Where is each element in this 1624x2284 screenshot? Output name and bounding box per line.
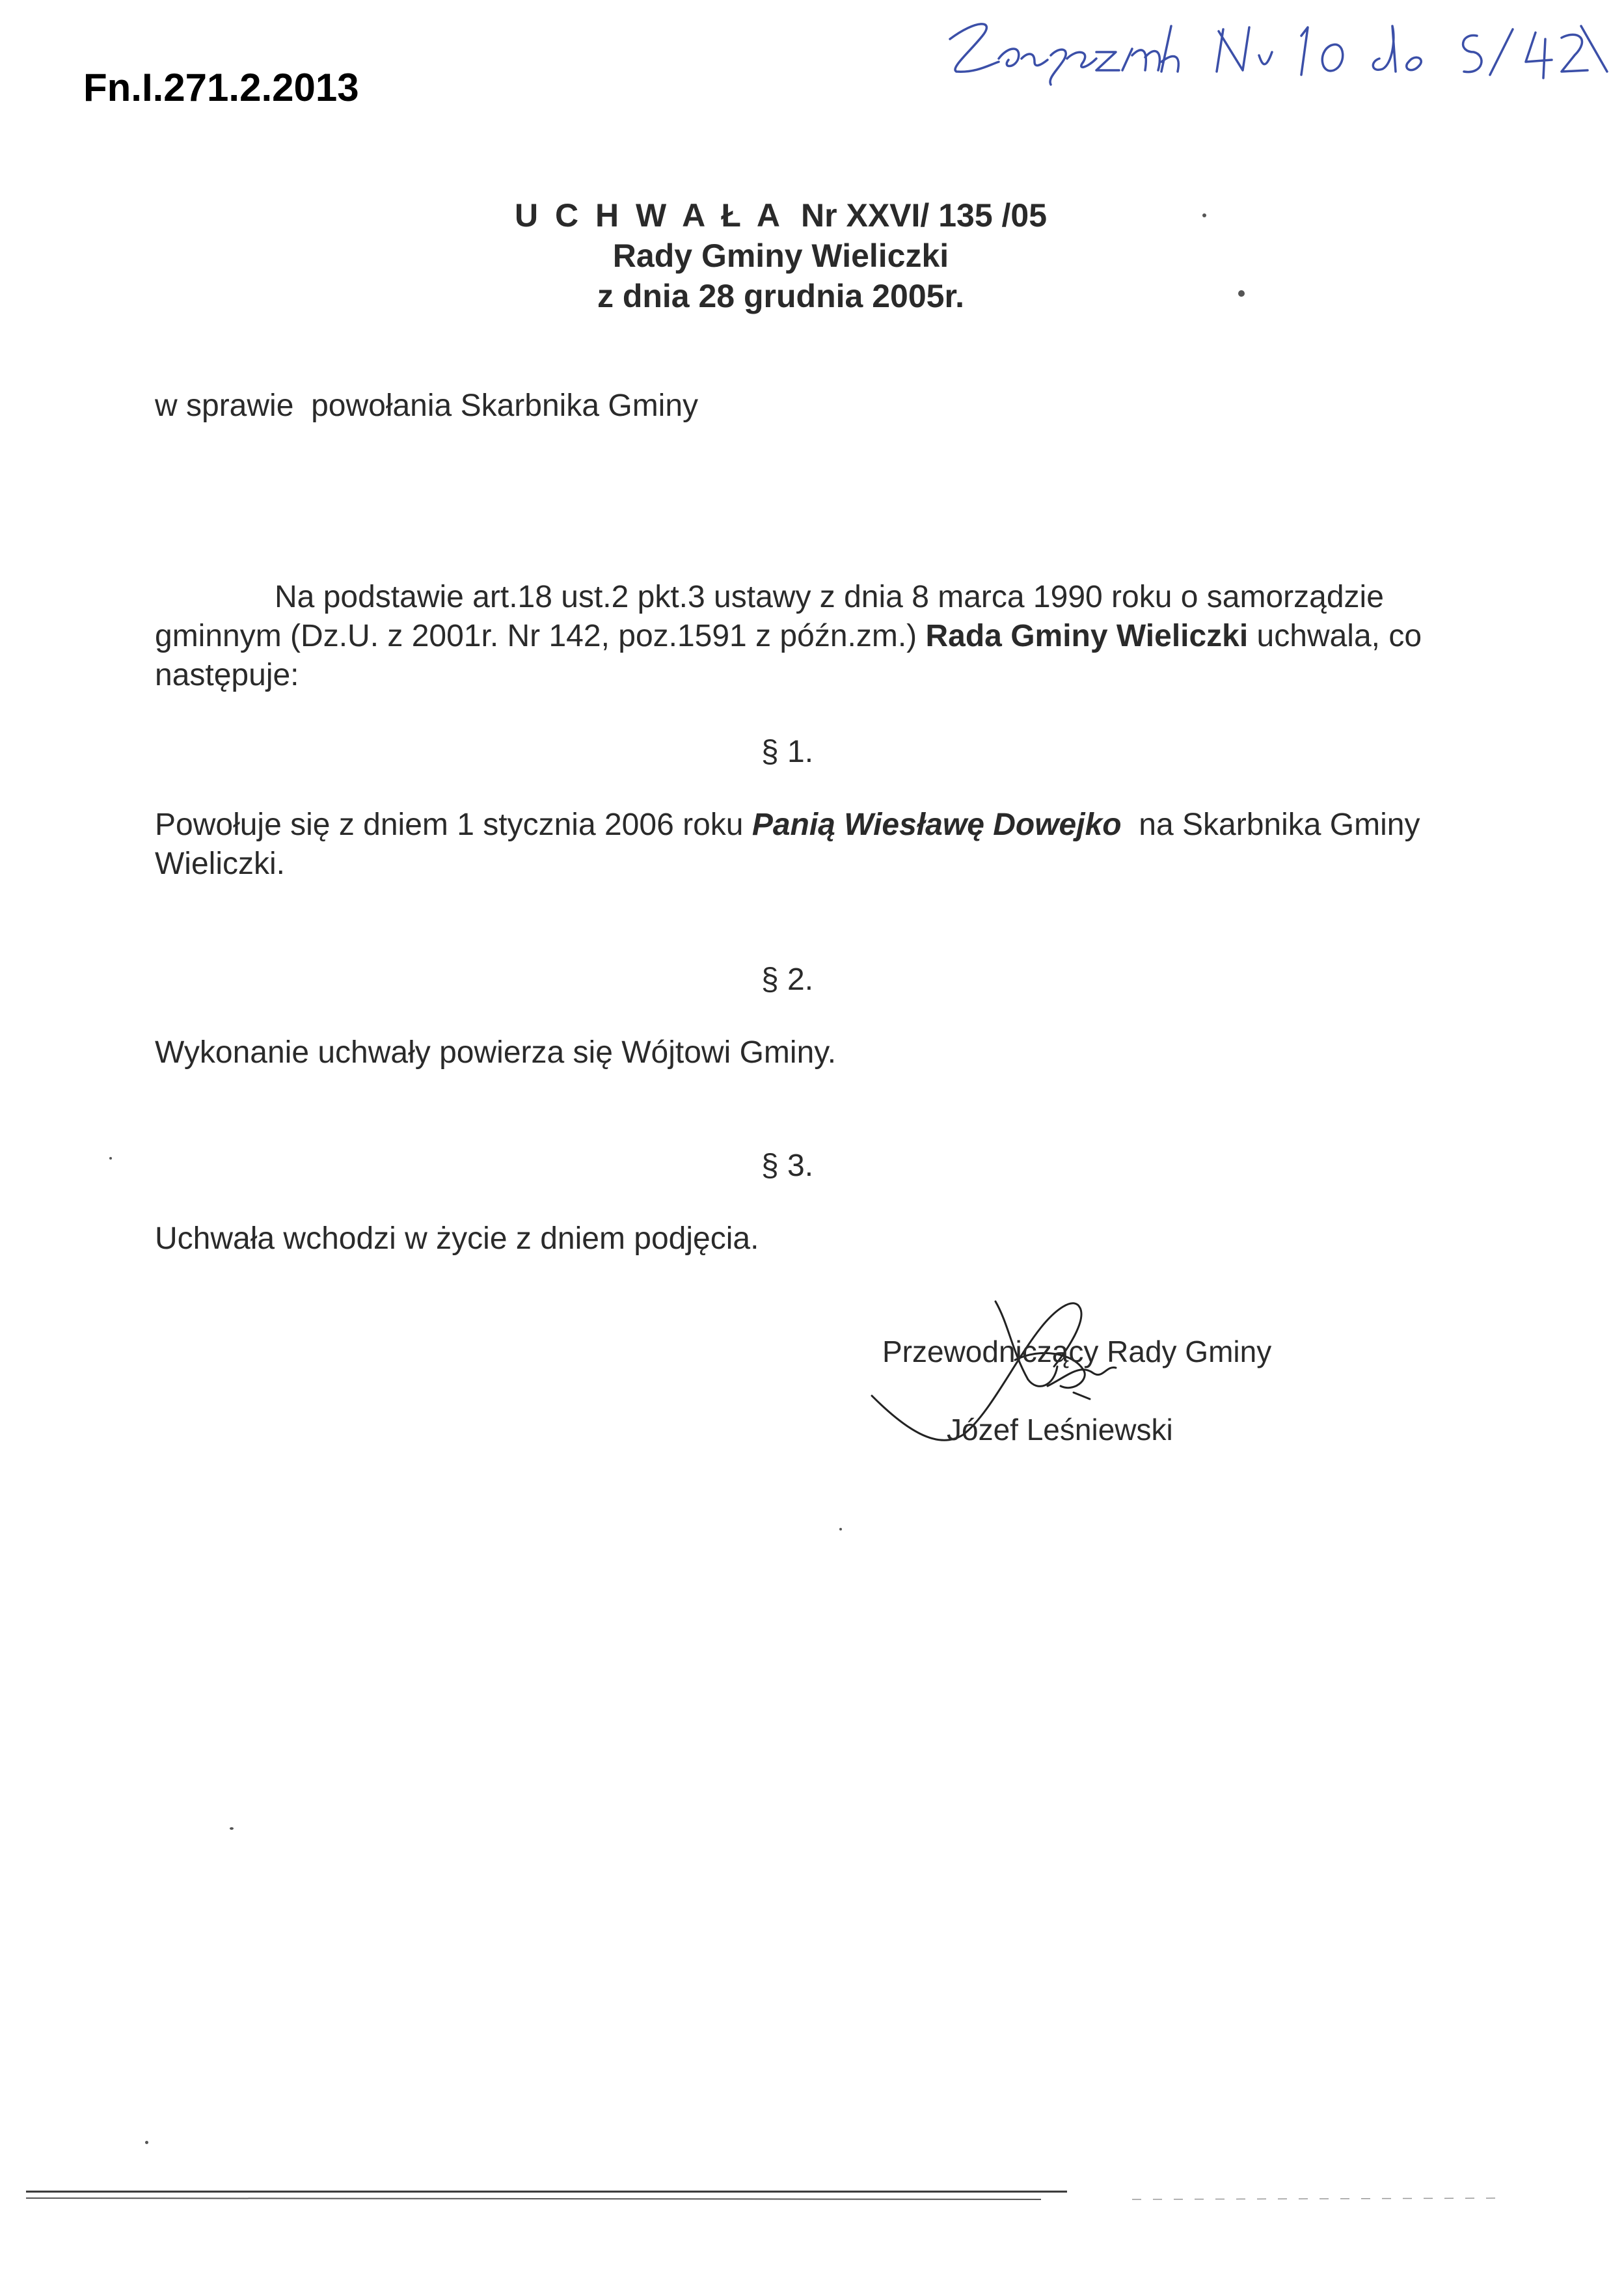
title-word: U C H W A Ł A [514, 197, 785, 234]
paragraph-2-text: Wykonanie uchwały powierza się Wójtowi Gminy. [155, 1035, 837, 1070]
resolution-title [455, 195, 1106, 316]
paragraph-1-start: Powołuje się z dniem 1 stycznia 2006 roku [155, 808, 752, 842]
title-date: z dnia 28 grudnia 2005r. [597, 278, 965, 314]
title-line-2: Rady Gminy Wieliczki [612, 238, 949, 274]
reference-number: Fn.I.271.2.2013 [83, 66, 359, 109]
resolution-subject: w sprawie powołania Skarbnika Gminy [155, 388, 699, 423]
preamble [155, 578, 1469, 695]
signatory-role: Przewodniczący Rady Gminy [882, 1335, 1272, 1368]
preamble-text-end: uchwala, co następuje: [155, 619, 1422, 692]
paragraph-1-end: na Skarbnika Gminy Wieliczki. [155, 808, 1429, 881]
resolution-number: Nr XXVI/ 135 /05 [801, 197, 1048, 234]
paragraph-3-text: Uchwała wchodzi w życie z dniem podjęcia. [155, 1221, 759, 1256]
handwritten-annotation [937, 0, 1614, 98]
preamble-council-name: Rada Gminy Wieliczki [925, 619, 1249, 653]
title-line-1 [455, 195, 1106, 236]
signatory-name: Józef Leśniewski [947, 1413, 1173, 1447]
section-mark-2: § 2. [761, 962, 814, 997]
paragraph-1-text [155, 806, 1469, 884]
section-mark-3: § 3. [761, 1149, 814, 1183]
treasurer-name: Panią Wiesławę Dowejko [751, 808, 1122, 842]
bottom-rule [26, 2186, 1503, 2212]
preamble-text-start: Na podstawie art.18 ust.2 pkt.3 ustawy z dnia 8 marca 1990 roku o samorządzie gminnym (Dz.U. z 2001r. Nr 142, poz.1591 z późn.zm.) [155, 580, 1384, 653]
section-mark-1: § 1. [761, 735, 814, 769]
